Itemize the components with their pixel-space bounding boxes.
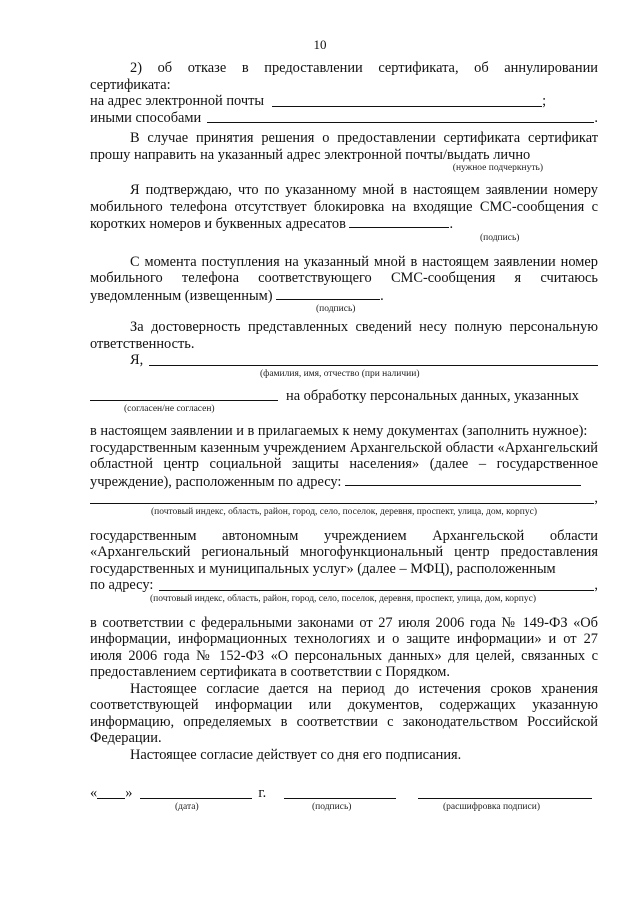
- gku-address-line[interactable]: [345, 473, 581, 486]
- other-label: иными способами: [90, 109, 202, 126]
- mfc-comma: ,: [594, 577, 598, 593]
- mfc-address-row: [90, 577, 598, 594]
- fio-row: [90, 352, 598, 369]
- agree-row: [90, 388, 598, 405]
- date-caption: (дата): [175, 801, 199, 812]
- gku-comma: ,: [594, 490, 598, 506]
- reliability-text: За достоверность представленных сведений несу полную персональную ответственность.: [90, 319, 598, 352]
- gku-address-caption: (почтовый индекс, область, район, город, село, поселок, деревня, проспект, улица, дом, корпус): [150, 506, 537, 517]
- application-document: [90, 60, 598, 814]
- close-quote: »: [125, 785, 133, 801]
- notify-caption: (подпись): [316, 304, 356, 314]
- refusal-line-2: сертификата:: [90, 76, 171, 93]
- law-text: в соответствии с федеральными законами от 27 июля 2006 года № 149-ФЗ «Об информации, информационных технологиях и о защите информации» и от 27 июля 2006 года № 152-ФЗ «О персональных данных» для целей, связанных с предоставлением сертификата в соответствии с Порядком.: [90, 614, 598, 680]
- signature-row: [90, 785, 598, 802]
- sms-text: Я подтверждаю, что по указанному мной в настоящем заявлении номеру мобильного телефона отсутствует блокировка на входящие СМС-сообщения с коротких номеров и буквенных адресатов .: [90, 182, 598, 232]
- delivery-caption: (нужное подчеркнуть): [452, 163, 543, 173]
- decode-caption: (расшифровка подписи): [443, 801, 540, 812]
- gku-address-row: [90, 490, 598, 507]
- refusal-line: 2) об отказе в предоставлении сертификата, об аннулировании: [130, 60, 598, 76]
- agree-text: на обработку персональных данных, указанных: [286, 387, 579, 404]
- agree-caption: (согласен/не согласен): [124, 404, 215, 414]
- email-label: на адрес электронной почты: [90, 93, 265, 109]
- mfc-text: государственным автономным учреждением Архангельской области «Архангельский региональный многофункциональный центр предоставления государственных и муниципальных услуг» (далее – МФЦ), расположенным: [90, 527, 598, 577]
- email-input-line[interactable]: [272, 94, 542, 107]
- agree-input-line[interactable]: [90, 388, 278, 401]
- signature-captions: [90, 802, 598, 814]
- fio-input-line[interactable]: [149, 353, 598, 366]
- sign-caption: (подпись): [312, 801, 352, 812]
- mfc-address-line[interactable]: [159, 578, 594, 591]
- notify-signature-line[interactable]: [276, 287, 380, 300]
- docs-text: в настоящем заявлении и в прилагаемых к нему документах (заполнить нужное):: [90, 423, 588, 439]
- i-label: Я,: [130, 352, 144, 368]
- email-row: [90, 93, 598, 110]
- gku-address-line-2[interactable]: [90, 491, 594, 504]
- other-input-line[interactable]: [207, 110, 594, 123]
- valid-text: Настоящее согласие действует со дня его подписания.: [130, 746, 462, 763]
- other-row: [90, 110, 598, 127]
- signature-input-line[interactable]: [284, 786, 396, 799]
- year-label: г.: [258, 785, 267, 801]
- delivery-text: В случае принятия решения о предоставлении сертификата сертификат прошу направить на указанный адрес электронной почты/выдать лично: [90, 130, 598, 163]
- gku-text: государственным казенным учреждением Архангельской области «Архангельский областной центр социальной защиты населения» (далее – государственное учреждение), расположенным по адресу:: [90, 439, 598, 490]
- page-number: 10: [313, 37, 327, 52]
- other-end: .: [594, 109, 598, 126]
- email-end: ;: [542, 93, 547, 109]
- decode-input-line[interactable]: [418, 786, 592, 799]
- period-text: Настоящее согласие дается на период до истечения сроков хранения соответствующей информации или документов, содержащих указанную информацию, определяемых в соответствии с законодательством Российской Федерации.: [90, 680, 598, 746]
- by-address-label: по адресу:: [90, 577, 154, 593]
- mfc-address-caption: (почтовый индекс, область, район, город, село, поселок, деревня, проспект, улица, дом, корпус): [150, 593, 537, 604]
- sms-signature-line[interactable]: [349, 215, 449, 228]
- sms-caption: (подпись): [480, 232, 520, 243]
- open-quote: «: [90, 785, 98, 801]
- sms-notify-text: С момента поступления на указанный мной в настоящем заявлении номер мобильного телефона соответствующего СМС-сообщения я считаюсь уведомленным (извещенным) .: [90, 253, 598, 304]
- month-input-line[interactable]: [140, 786, 252, 799]
- fio-caption: (фамилия, имя, отчество (при наличии): [260, 368, 420, 379]
- day-input-line[interactable]: [97, 786, 125, 799]
